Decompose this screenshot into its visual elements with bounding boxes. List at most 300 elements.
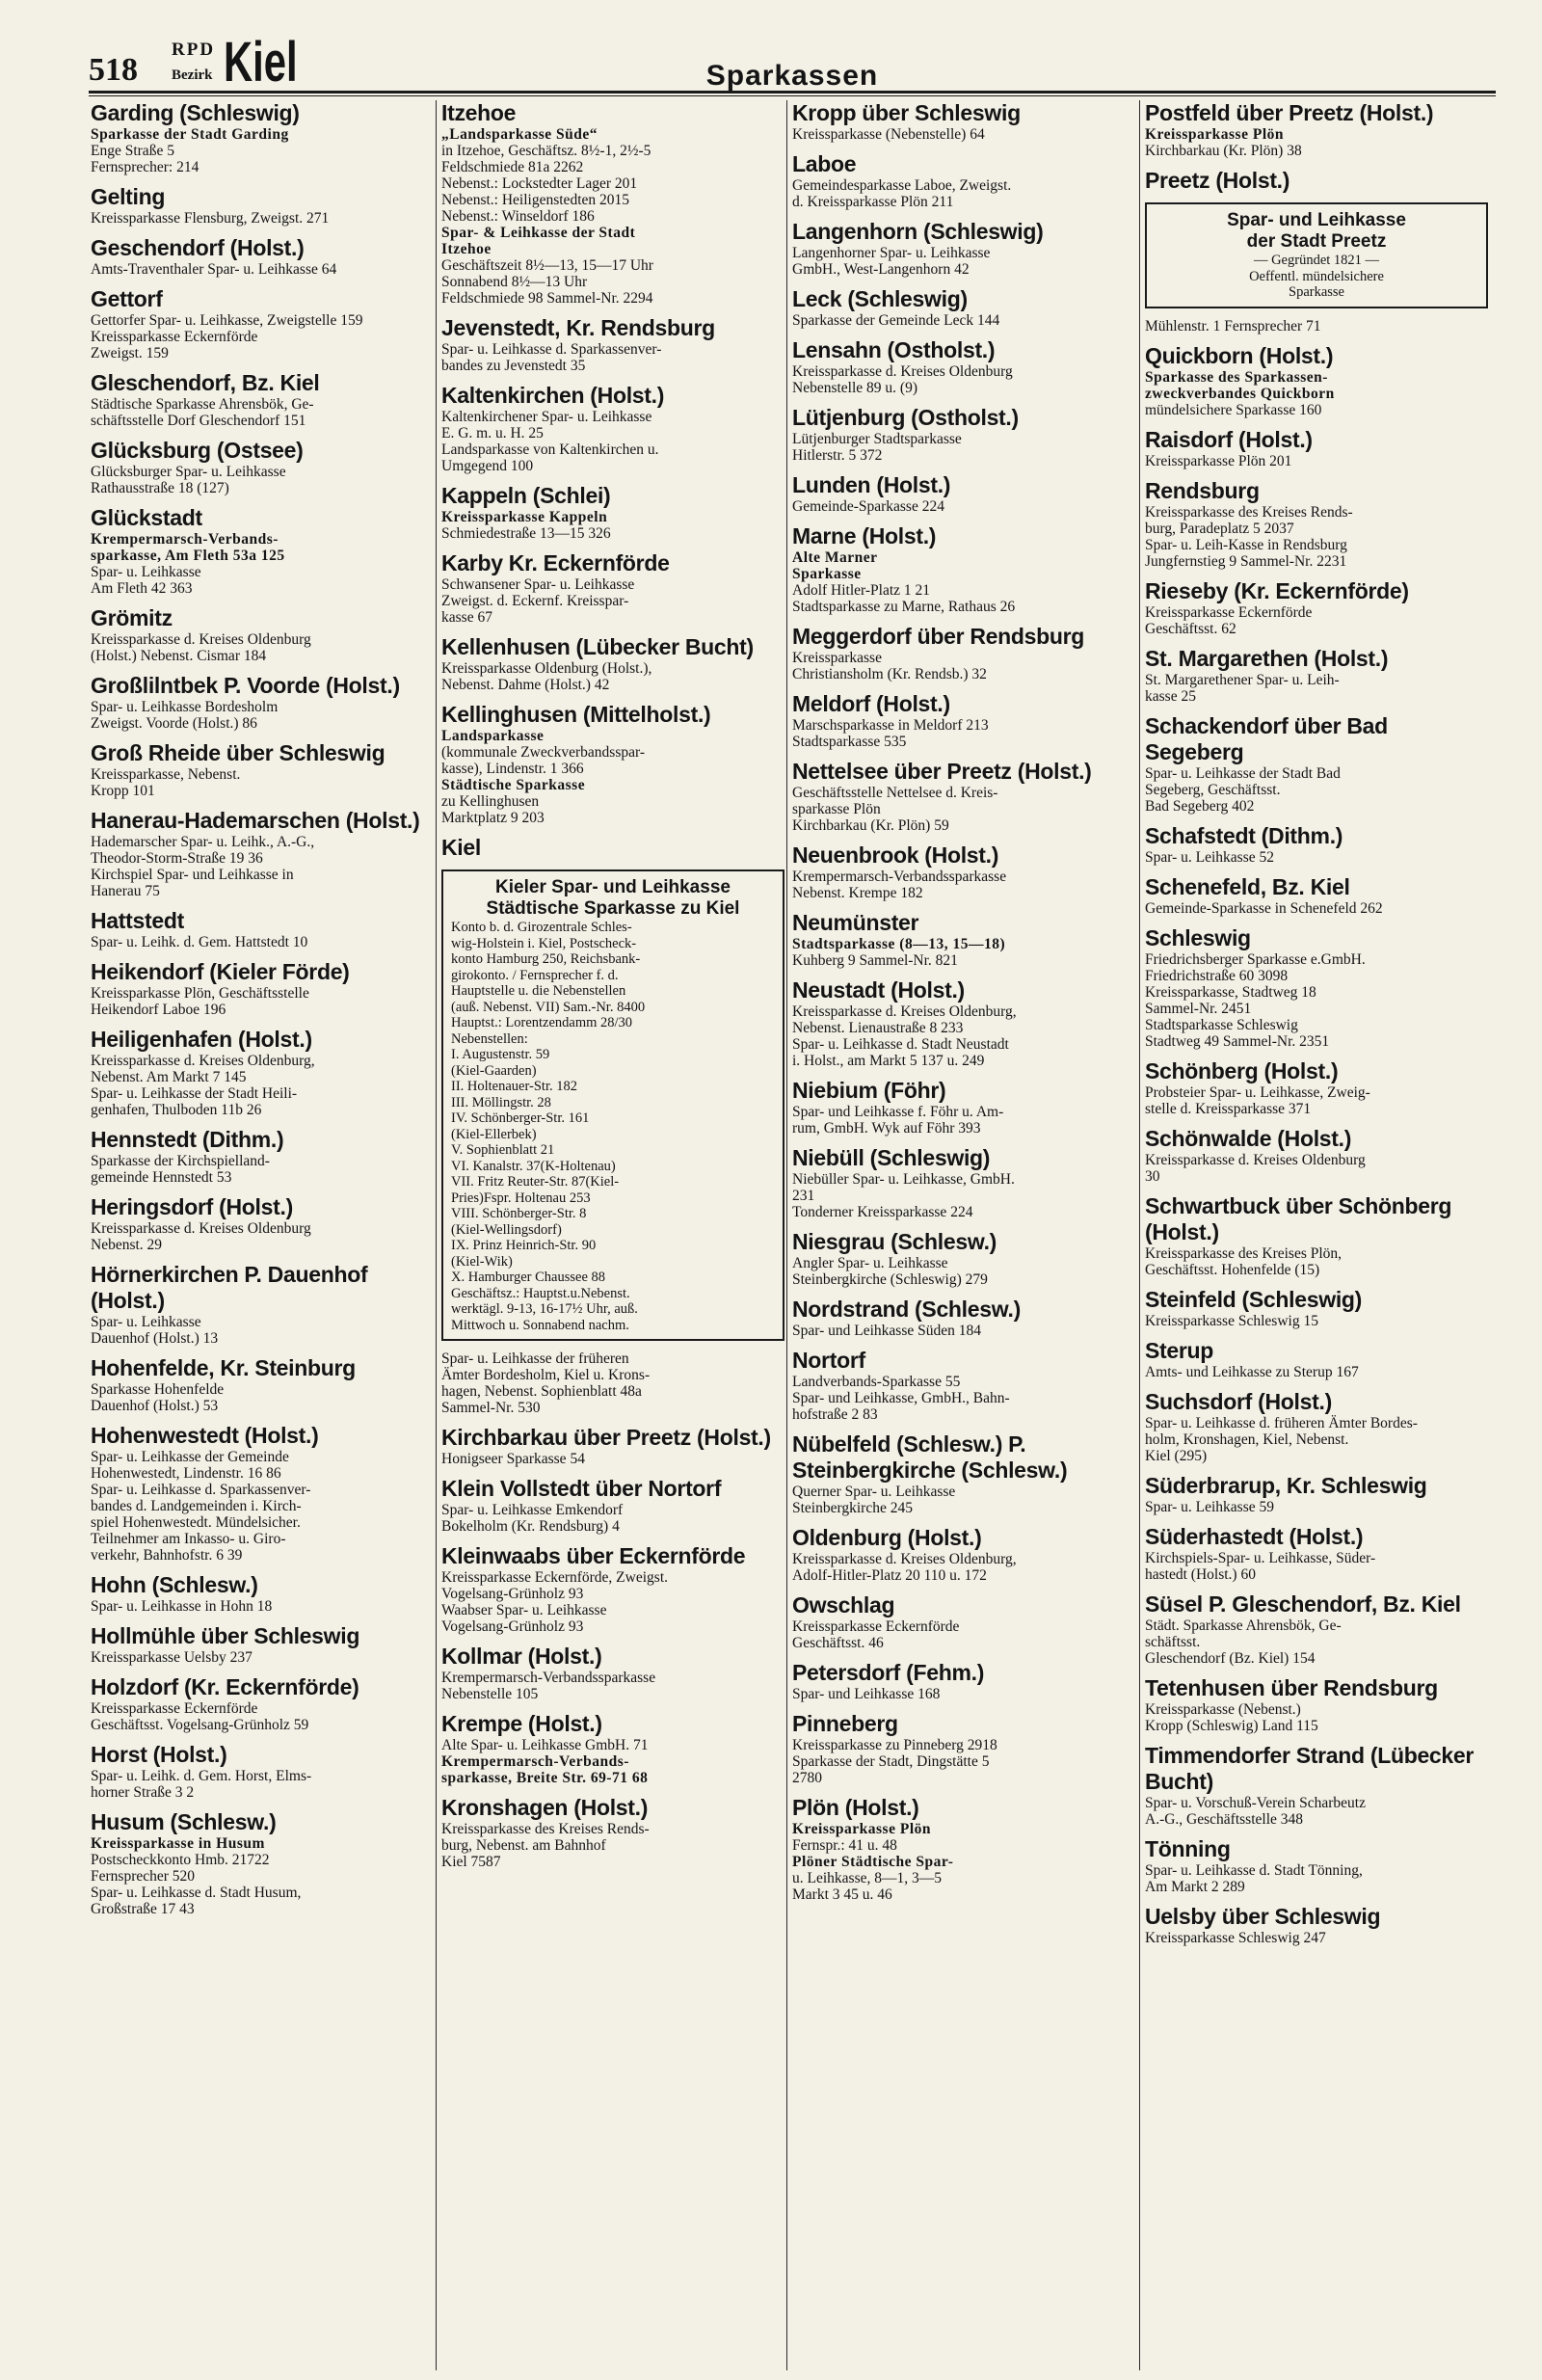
entry-line: Steinbergkirche (Schleswig) 279 <box>792 1271 988 1288</box>
entry-line: Landverbands-Sparkasse 55 <box>792 1374 961 1390</box>
directory-entry <box>91 1809 438 1917</box>
entry-line: Spar- & Leihkasse der Stadt <box>441 225 636 241</box>
entry-line: hagen, Nebenst. Sophienblatt 48a <box>441 1383 642 1400</box>
entry-line: Kreissparkasse d. Kreises Oldenburg <box>91 631 311 648</box>
directory-entry <box>1145 1193 1492 1278</box>
entry-line: Segeberg, Geschäftsst. <box>1145 781 1281 798</box>
entry-line: Schmiedestraße 13—15 326 <box>441 525 611 542</box>
entry-line: Kreissparkasse d. Kreises Oldenburg <box>1145 1151 1366 1168</box>
directory-entry <box>1145 1473 1492 1515</box>
entry-line: Kreissparkasse d. Kreises Oldenburg <box>91 1220 311 1237</box>
entry-line: Kreissparkasse Flensburg, Zweigst. 271 <box>91 210 330 227</box>
directory-entry <box>792 842 1139 901</box>
directory-entry <box>441 100 788 307</box>
place-name: Heiligenhafen (Holst.) <box>91 1027 312 1052</box>
column-divider <box>1139 100 1140 2370</box>
entry-line: verkehr, Bahnhofstr. 6 39 <box>91 1547 243 1564</box>
box-line: II. Holtenauer-Str. 182 <box>451 1079 577 1094</box>
directory-entry <box>91 235 438 278</box>
column-divider <box>436 100 437 2370</box>
directory-entry <box>91 959 438 1018</box>
entry-line: kasse), Lindenstr. 1 366 <box>441 761 584 777</box>
entry-line: Kuhberg 9 Sammel-Nr. 821 <box>792 952 958 969</box>
entry-line: Geschäftsst. 46 <box>792 1635 884 1651</box>
place-name: Kronshagen (Holst.) <box>441 1795 649 1820</box>
entry-line: Alte Spar- u. Leihkasse GmbH. 71 <box>441 1737 649 1753</box>
directory-entry <box>792 1711 1139 1786</box>
directory-entry <box>91 505 438 597</box>
box-line: Sparkasse <box>1289 284 1344 300</box>
entry-line: schäftsst. <box>1145 1633 1201 1650</box>
entry-line: Spar- u. Leihkasse d. Stadt Neustadt <box>792 1036 1009 1053</box>
entry-line: Kirchspiels-Spar- u. Leihkasse, Süder- <box>1145 1549 1376 1566</box>
district-title: Kiel <box>224 31 298 94</box>
entry-line: Amts- und Leihkasse zu Sterup 167 <box>1145 1363 1359 1380</box>
entry-line: Nebenstelle 105 <box>441 1686 539 1702</box>
directory-entry <box>792 1348 1139 1423</box>
header-rule <box>89 91 1496 94</box>
place-name: Jevenstedt, Kr. Rendsburg <box>441 315 715 340</box>
entry-line: gemeinde Hennstedt 53 <box>91 1169 232 1186</box>
entry-line: Spar- u. Leihkasse der Gemeinde <box>91 1449 289 1465</box>
place-name: Schönberg (Holst.) <box>1145 1057 1339 1083</box>
entry-line: Kiel (295) <box>1145 1447 1208 1464</box>
entry-line: Tonderner Kreissparkasse 224 <box>792 1204 973 1220</box>
box-line: Hauptst.: Lorentzendamm 28/30 <box>451 1015 633 1030</box>
entry-line: Kreissparkasse zu Pinneberg 2918 <box>792 1737 997 1753</box>
place-name: Kirchbarkau über Preetz (Holst.) <box>441 1425 771 1450</box>
entry-line: Spar- u. Leihkasse 59 <box>1145 1498 1274 1515</box>
entry-line: Jungfernstieg 9 Sammel-Nr. 2231 <box>1145 552 1347 570</box>
entry-line: Kirchspiel Spar- und Leihkasse in <box>91 867 294 883</box>
advertisement-box <box>1145 202 1488 308</box>
entry-line: Nebenst. Am Markt 7 145 <box>91 1069 247 1085</box>
entry-line: St. Margarethener Spar- u. Leih- <box>1145 671 1340 688</box>
place-name: Kaltenkirchen (Holst.) <box>441 383 665 408</box>
place-name: Schönwalde (Holst.) <box>1145 1125 1352 1151</box>
entry-line: Enge Straße 5 <box>91 143 174 159</box>
directory-entry <box>91 740 438 799</box>
entry-line: Steinbergkirche 245 <box>792 1500 913 1516</box>
place-name: Owschlag <box>792 1592 895 1618</box>
directory-entry <box>91 1572 438 1615</box>
column-2 <box>441 100 788 2370</box>
place-name: Lensahn (Ostholst.) <box>792 337 996 362</box>
entry-line: Mühlenstr. 1 Fernsprecher 71 <box>1145 317 1321 334</box>
directory-entry <box>1145 168 1492 194</box>
place-name: Lütjenburg (Ostholst.) <box>792 405 1019 430</box>
entry-line: Geschäftszeit 8½—13, 15—17 Uhr <box>441 257 653 274</box>
entry-line: schäftsstelle Dorf Gleschendorf 151 <box>91 413 306 429</box>
entry-line: Dauenhof (Holst.) 53 <box>91 1398 219 1414</box>
entry-line: Zweigst. 159 <box>91 345 169 361</box>
entry-line: Nebenst.: Heiligenstedten 2015 <box>441 192 629 208</box>
directory-entry <box>792 1525 1139 1584</box>
place-name: Petersdorf (Fehm.) <box>792 1660 985 1685</box>
place-name: Hörnerkirchen P. Dauenhof (Holst.) <box>91 1262 368 1313</box>
place-name: Laboe <box>792 151 857 176</box>
column-4 <box>1145 100 1492 2370</box>
entry-line: Spar- u. Leihkasse Emkendorf <box>441 1502 624 1518</box>
entry-line: Spar- u. Leihkasse d. Stadt Husum, <box>91 1885 302 1901</box>
place-name: Kellenhusen (Lübecker Bucht) <box>441 634 754 659</box>
entry-line: Spar- u. Leihkasse d. Sparkassenver- <box>441 341 662 358</box>
entry-line: Kreissparkasse d. Kreises Oldenburg, <box>792 1551 1017 1567</box>
box-title: Städtische Sparkasse zu Kiel <box>486 898 740 919</box>
entry-line: Lütjenburger Stadtsparkasse <box>792 431 962 447</box>
directory-entry <box>91 605 438 664</box>
entry-line: Krempermarsch-Verbands- <box>91 531 279 548</box>
entry-line: Am Markt 2 289 <box>1145 1878 1245 1895</box>
directory-entry <box>1145 1338 1492 1380</box>
directory-entry <box>1145 713 1492 815</box>
page-header <box>89 25 1496 94</box>
place-name: Kiel <box>441 835 481 860</box>
place-name: Nordstrand (Schlesw.) <box>792 1297 1021 1322</box>
entry-line: Kaltenkirchener Spar- u. Leihkasse <box>441 409 652 425</box>
entry-line: Kirchbarkau (Kr. Plön) 59 <box>792 817 949 834</box>
entry-line: Geschäftsst. 62 <box>1145 620 1236 637</box>
place-name: Hanerau-Hademarschen (Holst.) <box>91 808 420 833</box>
box-line: (Kiel-Ellerbek) <box>451 1126 537 1142</box>
box-line: (Kiel-Wik) <box>451 1253 513 1270</box>
entry-line: Kreissparkasse, Nebenst. <box>91 766 241 783</box>
entry-line: Nebenst.: Lockstedter Lager 201 <box>441 175 638 192</box>
directory-entry <box>1145 1524 1492 1583</box>
entry-line: Dauenhof (Holst.) 13 <box>91 1330 219 1347</box>
directory-entry <box>1145 1591 1492 1667</box>
entry-line: stelle d. Kreissparkasse 371 <box>1145 1100 1312 1117</box>
entry-line: Vogelsang-Grünholz 93 <box>441 1618 584 1635</box>
place-name: Grömitz <box>91 605 173 630</box>
entry-line: bandes zu Jevenstedt 35 <box>441 358 586 374</box>
entry-line: Spar- u. Leihkasse Bordesholm <box>91 699 279 715</box>
entry-line: Spar- und Leihkasse Süden 184 <box>792 1323 981 1339</box>
box-line: Mittwoch u. Sonnabend nachm. <box>451 1317 629 1333</box>
directory-entry <box>792 219 1139 278</box>
place-name: Gelting <box>91 184 166 209</box>
place-name: Meggerdorf über Rendsburg <box>792 624 1085 649</box>
entry-line: Sparkasse der Stadt, Dingstätte 5 <box>792 1753 990 1770</box>
directory-entry <box>1145 925 1492 1050</box>
entry-line: Spar- u. Leihkasse der früheren <box>441 1350 629 1367</box>
entry-line: Bad Segeberg 402 <box>1145 797 1255 815</box>
directory-entry <box>441 483 788 542</box>
place-name: Nortorf <box>792 1348 865 1373</box>
place-name: Geschendorf (Holst.) <box>91 235 305 260</box>
entry-line: Krempermarsch-Verbands- <box>441 1753 629 1770</box>
entry-line: zu Kellinghusen <box>441 793 540 810</box>
entry-line: Fernspr.: 41 u. 48 <box>792 1837 897 1854</box>
directory-entry <box>91 286 438 361</box>
directory-entry <box>792 1297 1139 1339</box>
entry-line: Kreissparkasse Eckernförde <box>792 1618 960 1635</box>
bezirk-label: Bezirk <box>172 67 213 83</box>
box-line: (Kiel-Gaarden) <box>451 1062 537 1079</box>
entry-line: Christiansholm (Kr. Rendsb.) 32 <box>792 666 987 682</box>
entry-line: Nebenst. Lienaustraße 8 233 <box>792 1020 964 1036</box>
directory-entry <box>91 438 438 496</box>
directory-entry <box>441 383 788 474</box>
directory-entry <box>91 808 438 899</box>
entry-line: Sparkasse der Kirchspielland- <box>91 1153 270 1169</box>
place-name: Glückstadt <box>91 505 202 530</box>
directory-entry <box>792 691 1139 750</box>
place-name: Kellinghusen (Mittelholst.) <box>441 702 711 727</box>
entry-line: Hohenwestedt, Lindenstr. 16 86 <box>91 1465 281 1482</box>
box-line: III. Möllingstr. 28 <box>451 1094 551 1110</box>
entry-line: E. G. m. u. H. 25 <box>441 425 544 441</box>
entry-line: Hademarscher Spar- u. Leihk., A.-G., <box>91 834 315 850</box>
entry-line: Alte Marner <box>792 549 878 566</box>
entry-line: burg, Paradeplatz 5 2037 <box>1145 520 1294 537</box>
directory-entry <box>792 1795 1139 1903</box>
directory-entry <box>441 550 788 626</box>
entry-line: Zweigst. d. Eckernf. Kreisspar- <box>441 593 629 609</box>
entry-line: Stadtsparkasse (8—13, 15—18) <box>792 936 1006 952</box>
place-name: Kappeln (Schlei) <box>441 483 611 508</box>
entry-line: Stadtweg 49 Sammel-Nr. 2351 <box>1145 1032 1330 1050</box>
entry-line: Kreissparkasse Eckernförde <box>91 329 258 345</box>
place-name: Preetz (Holst.) <box>1145 168 1290 193</box>
entry-line: Spar- und Leihkasse, GmbH., Bahn- <box>792 1390 1010 1406</box>
entry-line: Ämter Bordesholm, Kiel u. Krons- <box>441 1367 651 1383</box>
directory-entry <box>1145 1675 1492 1734</box>
directory-entry <box>792 1145 1139 1220</box>
box-title: der Stadt Preetz <box>1246 231 1387 252</box>
directory-entry <box>91 1674 438 1733</box>
entry-line: holm, Kronshagen, Kiel, Nebenst. <box>1145 1431 1349 1448</box>
entry-line: hofstraße 2 83 <box>792 1406 878 1423</box>
place-name: Rieseby (Kr. Eckernförde) <box>1145 577 1409 603</box>
entry-line: Kreissparkasse Plön <box>1145 126 1284 143</box>
entry-line: Hanerau 75 <box>91 883 160 899</box>
entry-line: Querner Spar- u. Leihkasse <box>792 1484 956 1500</box>
place-name: Süsel P. Gleschendorf, Bz. Kiel <box>1145 1591 1461 1617</box>
entry-line: genhafen, Thulboden 11b 26 <box>91 1102 262 1118</box>
entry-line: Kreissparkasse Plön, Geschäftsstelle <box>91 985 309 1002</box>
place-name: Karby Kr. Eckernförde <box>441 550 670 575</box>
place-name: Neumünster <box>792 910 919 935</box>
entry-line: Adolf-Hitler-Platz 20 110 u. 172 <box>792 1567 987 1584</box>
place-name: Horst (Holst.) <box>91 1742 227 1767</box>
directory-entry <box>1145 100 1492 159</box>
entry-line: (kommunale Zweckverbandsspar- <box>441 744 646 761</box>
entry-line: sparkasse, Am Fleth 53a 125 <box>91 548 285 564</box>
entry-line: Honigseer Sparkasse 54 <box>441 1451 585 1467</box>
place-name: Gleschendorf, Bz. Kiel <box>91 370 320 395</box>
entry-line: 2780 <box>792 1770 822 1786</box>
place-name: Rendsburg <box>1145 477 1260 503</box>
entry-line: Kropp 101 <box>91 783 155 799</box>
directory-entry <box>792 405 1139 464</box>
place-name: Schleswig <box>1145 924 1251 950</box>
entry-line: Städt. Sparkasse Ahrensbök, Ge- <box>1145 1617 1342 1634</box>
entry-line: Amts-Traventhaler Spar- u. Leihkasse 64 <box>91 261 337 278</box>
place-name: Klein Vollstedt über Nortorf <box>441 1476 722 1501</box>
directory-entry <box>1145 1287 1492 1329</box>
box-line: girokonto. / Fernsprecher f. d. <box>451 967 619 983</box>
place-name: Nübelfeld (Schlesw.) P. Steinbergkirche (Schlesw.) <box>792 1431 1068 1483</box>
entry-line: d. Kreissparkasse Plön 211 <box>792 194 954 210</box>
directory-entry <box>792 151 1139 210</box>
place-name: Marne (Holst.) <box>792 523 937 548</box>
directory-entry <box>792 472 1139 515</box>
directory-entry <box>441 315 788 374</box>
entry-line: Fernsprecher: 214 <box>91 159 199 175</box>
entry-line: „Landsparkasse Süde“ <box>441 126 598 143</box>
entry-line: Nebenst. Krempe 182 <box>792 885 923 901</box>
entry-line: Vogelsang-Grünholz 93 <box>441 1586 584 1602</box>
entry-line: Geschäftsst. Hohenfelde (15) <box>1145 1261 1320 1278</box>
rpd-label: RPD <box>172 40 216 60</box>
box-line: IV. Schönberger-Str. 161 <box>451 1110 590 1126</box>
entry-line: Spar- u. Leihkasse 52 <box>1145 848 1274 866</box>
directory-entry <box>1145 1126 1492 1185</box>
entry-line: Kreissparkasse d. Kreises Oldenburg <box>792 363 1013 380</box>
directory-entry <box>1145 318 1492 334</box>
place-name: Itzehoe <box>441 100 517 125</box>
entry-line: Fernsprecher 520 <box>91 1868 196 1885</box>
place-name: Sterup <box>1145 1337 1214 1363</box>
column-1 <box>91 100 438 2370</box>
entry-line: mündelsichere Sparkasse 160 <box>1145 401 1322 418</box>
entry-line: Umgegend 100 <box>441 458 534 474</box>
place-name: Lunden (Holst.) <box>792 472 951 497</box>
entry-line: hastedt (Holst.) 60 <box>1145 1565 1256 1583</box>
entry-line: Nebenst. 29 <box>91 1237 163 1253</box>
column-divider <box>786 100 787 2370</box>
entry-line: Sparkasse der Stadt Garding <box>91 126 289 143</box>
entry-line: Geschäftsstelle Nettelsee d. Kreis- <box>792 785 998 801</box>
directory-entry <box>441 1476 788 1535</box>
entry-line: Waabser Spar- u. Leihkasse <box>441 1602 607 1618</box>
entry-line: 30 <box>1145 1167 1160 1185</box>
directory-entry <box>792 624 1139 682</box>
entry-line: Nebenst. Dahme (Holst.) 42 <box>441 677 610 693</box>
entry-line: GmbH., West-Langenhorn 42 <box>792 261 970 278</box>
place-name: Schafstedt (Dithm.) <box>1145 822 1343 848</box>
entry-line: Spar- und Leihkasse 168 <box>792 1686 941 1702</box>
entry-line: Spar- u. Leihkasse <box>91 564 201 580</box>
directory-entry <box>1145 1904 1492 1946</box>
entry-line: Spar- u. Leihk. d. Gem. Horst, Elms- <box>91 1768 312 1784</box>
entry-line: Geschäftsst. Vogelsang-Grünholz 59 <box>91 1717 309 1733</box>
entry-line: Gemeindesparkasse Laboe, Zweigst. <box>792 177 1012 194</box>
directory-entry <box>792 759 1139 834</box>
directory-entry <box>441 1711 788 1786</box>
place-name: Schackendorf über Bad Segeberg <box>1145 712 1388 764</box>
place-name: Steinfeld (Schleswig) <box>1145 1286 1363 1312</box>
directory-entry <box>91 1262 438 1347</box>
entry-line: Friedrichsberger Sparkasse e.GmbH. <box>1145 950 1366 968</box>
directory-entry <box>441 1543 788 1635</box>
entry-line: Kreissparkasse, Stadtweg 18 <box>1145 983 1316 1001</box>
place-name: Tetenhusen über Rendsburg <box>1145 1674 1438 1700</box>
box-line: IX. Prinz Heinrich-Str. 90 <box>451 1238 597 1253</box>
entry-line: Feldschmiede 98 Sammel-Nr. 2294 <box>441 290 653 307</box>
entry-line: Kreissparkasse Schleswig 247 <box>1145 1929 1326 1946</box>
entry-line: Probsteier Spar- u. Leihkasse, Zweig- <box>1145 1083 1370 1101</box>
entry-line: horner Straße 3 2 <box>91 1784 195 1801</box>
entry-line: u. Leihkasse, 8—1, 3—5 <box>792 1870 942 1886</box>
place-name: Niebium (Föhr) <box>792 1078 946 1103</box>
entry-line: Kreissparkasse Oldenburg (Holst.), <box>441 660 652 677</box>
entry-line: Kreissparkasse (Nebenstelle) 64 <box>792 126 985 143</box>
entry-line: Postscheckkonto Hmb. 21722 <box>91 1852 270 1868</box>
directory-entry <box>91 184 438 227</box>
box-line: Hauptstelle u. die Nebenstellen <box>451 983 626 999</box>
entry-line: Theodor-Storm-Straße 19 36 <box>91 850 263 867</box>
entry-line: Spar- u. Vorschuß-Verein Scharbeutz <box>1145 1794 1366 1811</box>
directory-entry <box>1145 823 1492 866</box>
directory-entry <box>1145 578 1492 637</box>
directory-entry <box>441 835 788 861</box>
place-name: Hennstedt (Dithm.) <box>91 1127 284 1152</box>
box-line: Konto b. d. Girozentrale Schles- <box>451 920 632 935</box>
directory-entry <box>1145 427 1492 469</box>
entry-line: Gleschendorf (Bz. Kiel) 154 <box>1145 1649 1316 1667</box>
directory-entry <box>792 523 1139 615</box>
place-name: Neustadt (Holst.) <box>792 977 965 1003</box>
place-name: Quickborn (Holst.) <box>1145 342 1334 368</box>
entry-line: Sparkasse der Gemeinde Leck 144 <box>792 312 1000 329</box>
directory-entry <box>1145 1836 1492 1895</box>
entry-line: Spar- u. Leihk. d. Gem. Hattstedt 10 <box>91 934 308 950</box>
box-line: Pries)Fspr. Holtenau 253 <box>451 1190 591 1206</box>
place-name: Heringsdorf (Holst.) <box>91 1194 293 1219</box>
directory-entry <box>792 1229 1139 1288</box>
entry-line: Kirchbarkau (Kr. Plön) 38 <box>1145 143 1302 159</box>
entry-line: Kreissparkasse Eckernförde, Zweigst. <box>441 1569 668 1586</box>
entry-line: Stadtsparkasse 535 <box>792 734 907 750</box>
box-line: X. Hamburger Chaussee 88 <box>451 1270 606 1285</box>
directory-entry <box>441 1795 788 1870</box>
entry-line: Spar- u. Leihkasse der Stadt Bad <box>1145 764 1341 782</box>
place-name: Suchsdorf (Holst.) <box>1145 1388 1332 1414</box>
place-name: Niebüll (Schleswig) <box>792 1145 991 1170</box>
entry-line: Kreissparkasse in Husum <box>91 1835 265 1852</box>
entry-line: A.-G., Geschäftsstelle 348 <box>1145 1810 1303 1828</box>
directory-entry <box>792 286 1139 329</box>
entry-line: Angler Spar- u. Leihkasse <box>792 1255 948 1271</box>
place-name: Oldenburg (Holst.) <box>792 1525 982 1550</box>
directory-entry <box>1145 874 1492 917</box>
place-name: Hattstedt <box>91 908 184 933</box>
entry-line: sparkasse, Breite Str. 69-71 68 <box>441 1770 649 1786</box>
entry-line: Landsparkasse <box>441 728 545 744</box>
directory-entry <box>441 1350 788 1416</box>
place-name: Glücksburg (Ostsee) <box>91 438 304 463</box>
place-name: Kleinwaabs über Eckernförde <box>441 1543 746 1568</box>
entry-line: spiel Hohenwestedt. Mündelsicher. <box>91 1514 301 1531</box>
entry-line: Bokelholm (Kr. Rendsburg) 4 <box>441 1518 620 1535</box>
directory-entry <box>91 1423 438 1564</box>
box-line: (Kiel-Wellingsdorf) <box>451 1221 562 1238</box>
entry-line: Gemeinde-Sparkasse in Schenefeld 262 <box>1145 899 1383 917</box>
entry-line: Adolf Hitler-Platz 1 21 <box>792 582 931 599</box>
entry-line: Kreissparkasse Kappeln <box>441 509 608 525</box>
directory-entry <box>1145 343 1492 418</box>
entry-line: Kreissparkasse Eckernförde <box>91 1700 258 1717</box>
directory-entry <box>792 910 1139 969</box>
directory-entry <box>91 1742 438 1801</box>
place-name: Tönning <box>1145 1835 1231 1861</box>
entry-line: Spar- u. Leihkasse <box>91 1314 201 1330</box>
directory-entry <box>1145 646 1492 705</box>
box-line: V. Sophienblatt 21 <box>451 1142 555 1158</box>
directory-entry <box>792 1078 1139 1137</box>
